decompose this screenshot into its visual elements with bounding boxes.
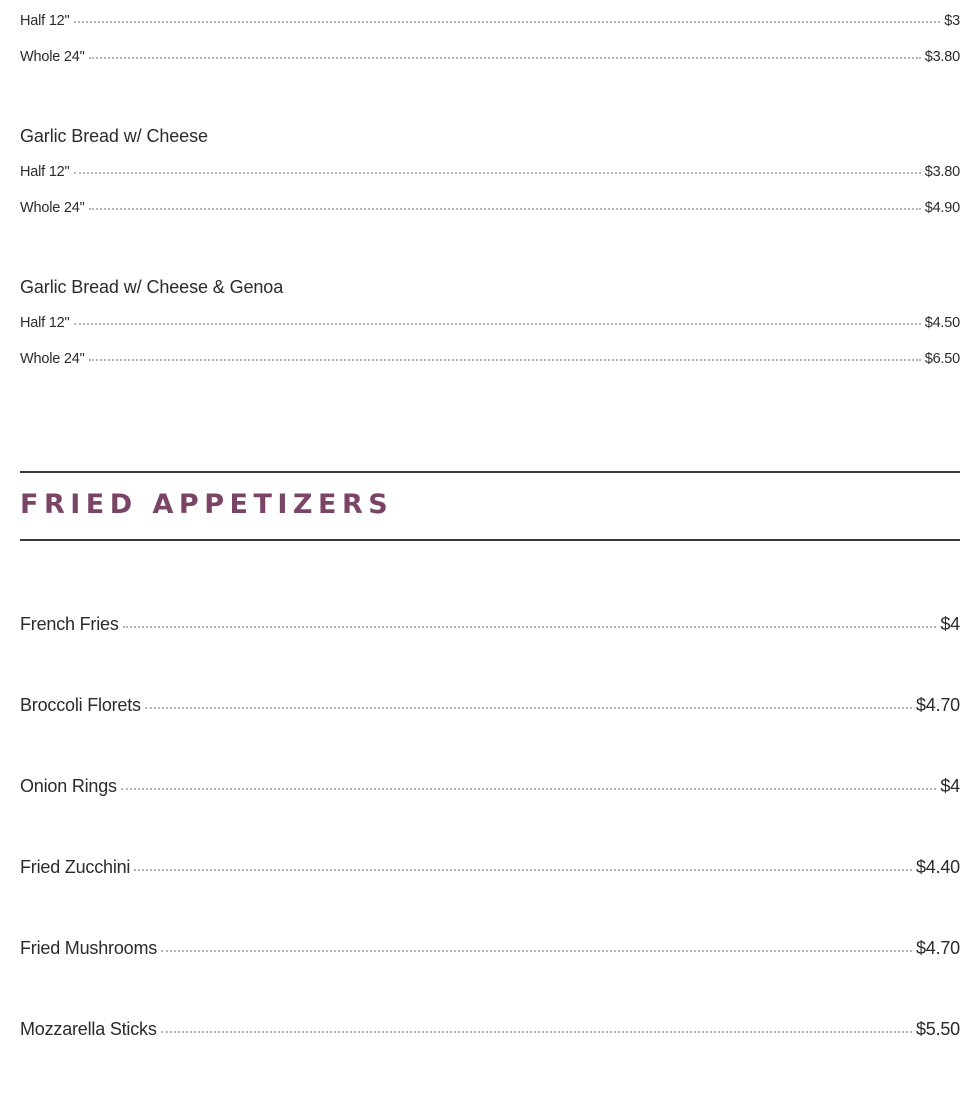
dot-leader	[161, 1030, 912, 1033]
price: $3	[944, 13, 960, 29]
section-divider-top	[20, 471, 960, 473]
price: $3.80	[924, 49, 960, 65]
price: $4.90	[924, 200, 960, 216]
dot-leader	[74, 322, 921, 325]
dot-leader	[74, 171, 921, 174]
item-name: Onion Rings	[20, 776, 117, 796]
menu-item-row	[20, 776, 960, 797]
price: $3.80	[924, 164, 960, 180]
menu-item-row	[20, 857, 960, 878]
section-divider-bottom	[20, 539, 960, 541]
dot-leader	[134, 868, 912, 871]
menu-item-row	[20, 614, 960, 635]
item-name: Fried Zucchini	[20, 857, 131, 877]
size-label: Half 12"	[20, 315, 70, 331]
size-label: Half 12"	[20, 164, 70, 180]
menu-item-row	[20, 938, 960, 959]
menu-price-row	[20, 200, 960, 216]
menu-price-row	[20, 164, 960, 180]
price: $4	[940, 614, 960, 634]
dot-leader	[161, 949, 912, 952]
item-name: Mozzarella Sticks	[20, 1019, 157, 1039]
menu-price-row	[20, 315, 960, 331]
size-label: Half 12"	[20, 13, 70, 29]
dot-leader	[123, 625, 937, 628]
section-heading: FRIED APPETIZERS	[20, 489, 394, 520]
dot-leader	[145, 706, 912, 709]
dot-leader	[89, 207, 921, 210]
menu-item-title: Garlic Bread w/ Cheese & Genoa	[20, 277, 284, 297]
menu-item-row	[20, 695, 960, 716]
size-label: Whole 24"	[20, 49, 85, 65]
dot-leader	[121, 787, 937, 790]
price: $5.50	[915, 1019, 960, 1039]
size-label: Whole 24"	[20, 200, 85, 216]
menu-price-row	[20, 13, 960, 29]
dot-leader	[74, 20, 941, 23]
menu-price-row	[20, 49, 960, 65]
menu-item-title: Garlic Bread w/ Cheese	[20, 126, 208, 146]
price: $4.70	[915, 938, 960, 958]
dot-leader	[89, 358, 921, 361]
item-name: Broccoli Florets	[20, 695, 141, 715]
menu-price-row	[20, 351, 960, 367]
size-label: Whole 24"	[20, 351, 85, 367]
price: $4	[940, 776, 960, 796]
price: $4.70	[915, 695, 960, 715]
dot-leader	[89, 56, 921, 59]
price: $4.50	[924, 315, 960, 331]
item-name: Fried Mushrooms	[20, 938, 158, 958]
price: $4.40	[915, 857, 960, 877]
item-name: French Fries	[20, 614, 119, 634]
price: $6.50	[924, 351, 960, 367]
menu-item-row	[20, 1019, 960, 1040]
